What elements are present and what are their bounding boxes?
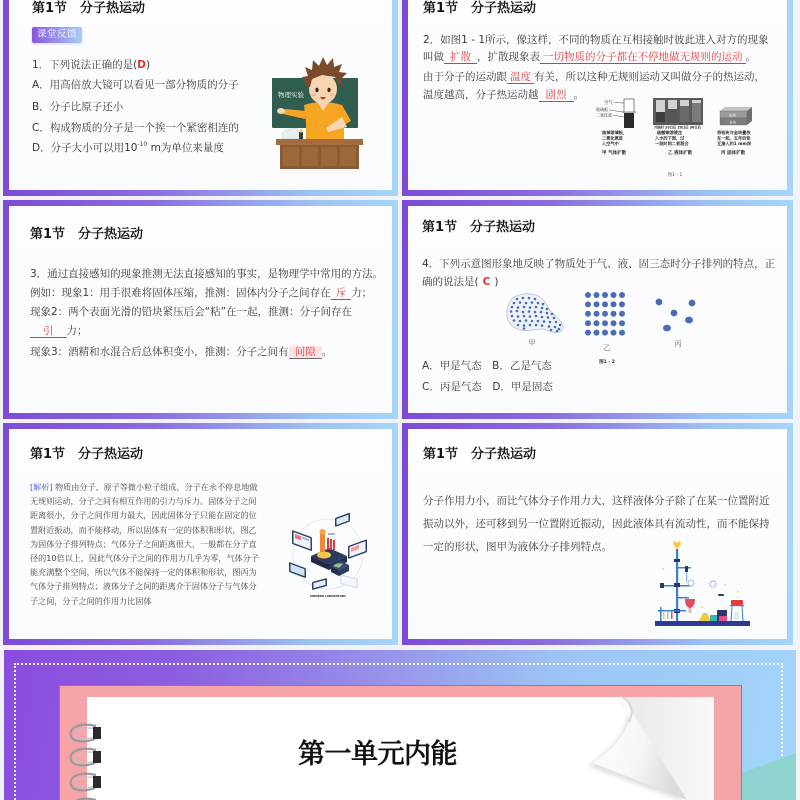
red-flask <box>685 599 695 608</box>
panel-label: 乙 液体扩散 <box>668 151 693 156</box>
test-tube <box>667 611 669 619</box>
slide-title: 第1节 分子热运动 <box>422 220 536 235</box>
figure-caption: 图1 - 1 <box>667 173 683 178</box>
paragraph-line: 能充满整个空间，所以气体不能保持一定的体积和形状，图丙为 <box>30 567 257 578</box>
lower-jar-no2 <box>624 113 634 128</box>
molecule-dot <box>671 310 678 317</box>
molecule-dot <box>535 306 538 309</box>
answer-blank: 一切物质的分子都在不停地做无规则的运动 <box>540 51 746 64</box>
molecule-dot <box>685 317 693 324</box>
option-d-unit: m为单位来量度 <box>147 142 224 154</box>
right-cheek <box>330 94 335 97</box>
text-segment: 力； <box>66 325 88 337</box>
question-close: ) <box>494 276 499 288</box>
molecule-dot <box>619 330 625 336</box>
paragraph-line: 距离很小，分子之间作用力最大，因此固体分子只能在固定的位 <box>30 510 257 521</box>
slide-3-inference <box>3 200 398 419</box>
molecule-dot <box>517 315 520 318</box>
answer-blank: 引 <box>30 325 67 338</box>
ring-wire-inner <box>76 728 96 739</box>
panel-label: 甲 气体扩散 <box>602 151 627 156</box>
molecule-dot <box>528 297 531 300</box>
modern-laboratory-illustration <box>283 510 373 602</box>
answer-blank: 斥 <box>331 287 352 300</box>
left-cheek <box>312 94 317 97</box>
paragraph-line <box>423 50 756 64</box>
callout-line <box>613 115 624 117</box>
molecule-dot <box>529 306 532 309</box>
teal-container <box>710 615 718 621</box>
molecule-dot <box>523 324 526 327</box>
molecule-dot <box>511 315 514 318</box>
slide-5-analysis <box>3 423 398 645</box>
molecule-dot <box>525 319 528 322</box>
chemistry-apparatus-illustration <box>655 537 750 630</box>
test-tube <box>330 539 332 550</box>
figure-caption: 图1 - 2 <box>599 360 615 365</box>
molecule-dot <box>531 320 534 323</box>
slide-7-unit-cover <box>4 650 796 800</box>
spiral-ring <box>71 749 101 766</box>
molecule-dot <box>522 311 525 314</box>
paragraph-line <box>30 345 332 359</box>
molecule-dot <box>523 327 526 330</box>
cylinder-solution <box>680 106 689 122</box>
molecule-dot <box>517 306 520 309</box>
molecule-dot <box>513 319 516 322</box>
paragraph-line: 无规则运动，分子之间有相互作用的引力与斥力。固体分子之间 <box>30 496 257 507</box>
panel-desc: 入水的下面，过 <box>655 135 685 141</box>
molecule-dot <box>611 301 617 307</box>
panel-desc: 硫酸铜溶液注 <box>657 130 683 135</box>
molecule-dot <box>546 308 549 311</box>
molecule-dot <box>548 325 551 328</box>
callout-no2: 二氧化氮 <box>596 112 612 118</box>
ring-hole <box>93 751 101 763</box>
molecule-dot <box>611 330 617 336</box>
test-tube <box>327 538 329 550</box>
analysis-paragraph <box>30 480 259 608</box>
bench-base <box>655 621 750 626</box>
molecule-dot <box>585 301 591 307</box>
molecule-dot <box>542 303 545 306</box>
desk-panel <box>283 147 299 166</box>
molecule-dot <box>585 311 591 317</box>
spiral-binding <box>4 650 796 800</box>
question-close: ) <box>146 59 151 71</box>
paragraph-line: 为固体分子排列特点；气体分子之间距离很大，一般都在分子直 <box>30 538 257 549</box>
molecule-dot <box>554 326 557 329</box>
molecule-dot <box>537 320 540 323</box>
gauge-icon <box>710 581 716 587</box>
text-segment: 例如：现象1：用手很难将固体压缩，推测：固体内分子之间存在 <box>30 287 331 299</box>
molecule-dot <box>523 306 526 309</box>
molecule-dot <box>549 321 552 324</box>
molecule-dot <box>558 328 561 331</box>
clamp <box>660 583 664 588</box>
callout-air: 空气 <box>604 101 613 106</box>
molecule-dot <box>529 315 532 318</box>
molecule-dot <box>525 302 528 305</box>
callout-line <box>614 103 624 104</box>
upper-jar <box>624 99 634 112</box>
panel-label: 丙 固体扩散 <box>721 151 746 156</box>
panel-desc: 在一起，五年后铅 <box>717 135 751 141</box>
cylinder-solution <box>692 103 701 122</box>
sparkle <box>737 591 739 593</box>
figure-1-2-molecule-arrangements <box>505 290 705 365</box>
panel-desc: 入空气中 <box>602 141 619 146</box>
block-label: 铅块 <box>729 113 736 118</box>
molecule-dot <box>537 302 540 305</box>
figure-1-1-diffusion <box>595 97 775 180</box>
text-segment: 叫做 <box>423 51 444 63</box>
molecule-dot <box>594 320 600 326</box>
spiral-ring <box>71 725 101 742</box>
sparkle <box>701 606 703 608</box>
ring-hole <box>93 727 101 739</box>
molecule-dot <box>663 325 671 332</box>
slide-title: 第1节 分子热运动 <box>32 1 146 16</box>
molecule-dot <box>619 320 625 326</box>
molecule-dot <box>523 315 526 318</box>
molecule-dot <box>611 320 617 326</box>
options-line: A．甲是气态 B．乙是气态 <box>422 360 552 372</box>
test-tube <box>333 540 335 550</box>
class-feedback-badge: 课堂反馈 <box>32 27 82 43</box>
slide-title: 第1节 分子热运动 <box>30 227 144 242</box>
desk-panel <box>340 147 356 166</box>
paragraph-line: 现象2：两个表面光滑的铅块紧压后会“粘”在一起，推测：分子间存在 <box>30 306 353 318</box>
molecule-dot <box>531 301 534 304</box>
molecule-dot <box>513 302 516 305</box>
molecule-dot <box>517 324 520 327</box>
photo-caption: 开始时 10日后 20日后 30日后 <box>654 125 701 130</box>
right-eye <box>327 88 330 92</box>
slide-6-liquid-molecules <box>402 423 793 645</box>
molecule-dot <box>553 317 556 320</box>
panel-desc: 互渗入约1 mm深 <box>717 141 752 146</box>
bottle <box>299 132 303 139</box>
molecule-dot <box>602 330 608 336</box>
paragraph-line <box>423 88 584 102</box>
molecule-dot <box>535 324 538 327</box>
question-line: 4．下列示意图形象地反映了物质处于气、液、固三态时分子排列的特点，正 <box>422 258 776 270</box>
molecule-dot <box>547 316 550 319</box>
flask-neck <box>689 608 692 613</box>
ring-hole <box>93 776 101 788</box>
question-text: 确的说法是( <box>422 276 479 288</box>
molecule-dot <box>511 306 514 309</box>
molecule-dot <box>510 310 513 313</box>
molecule-dot <box>519 320 522 323</box>
label-yi: 乙 <box>603 344 611 352</box>
text-segment: 。 <box>321 346 333 358</box>
question-line <box>32 58 150 72</box>
slide-title: 第1节 分子热运动 <box>423 1 537 16</box>
burner <box>735 613 738 619</box>
central-lab-platform <box>311 529 349 576</box>
illustration-caption: MODERN LABORATORY <box>310 594 346 598</box>
molecule-dot <box>534 311 537 314</box>
molecule-dot <box>529 324 532 327</box>
slide-1-quiz <box>3 0 398 196</box>
rack-leg <box>660 607 662 621</box>
paragraph-line <box>30 324 88 338</box>
molecule-dot <box>555 321 558 324</box>
ring-wire-inner <box>76 752 96 763</box>
desk-panel <box>321 147 337 166</box>
capsule <box>718 594 724 596</box>
molecule-dot <box>559 324 562 327</box>
paragraph-line: 一定的形状，图甲为液体分子排列特点。 <box>423 541 612 553</box>
option-a: A．用高倍放大镜可以看见一部分物质的分子 <box>32 79 239 91</box>
glass-plate <box>622 112 636 113</box>
question-line <box>422 275 498 289</box>
molecule-dot <box>611 311 617 317</box>
option-b: B．分子比原子还小 <box>32 101 124 113</box>
tablet-device <box>289 562 306 578</box>
molecule-dot <box>540 311 543 314</box>
teacher-illustration <box>272 55 367 170</box>
text-segment: 温度越高，分子热运动越 <box>423 89 539 101</box>
molecule-dot <box>551 313 554 316</box>
molecule-dot <box>594 292 600 298</box>
test-tube <box>671 611 673 619</box>
gas-molecules-bing <box>656 299 696 332</box>
answer-letter: D <box>137 59 146 71</box>
block-label: 金块 <box>729 120 736 125</box>
paragraph-line: 置附近振动，而不能移动，所以固体有一定的体积和形状，图乙 <box>30 524 257 535</box>
glass-tube <box>686 572 687 582</box>
options-line: C．丙是气态 D．甲是固态 <box>422 381 553 393</box>
cylinder-solution <box>656 112 665 122</box>
text-segment: 有关，所以这种无规则运动又叫做分子的热运动， <box>534 71 765 83</box>
answer-blank: 间隙 <box>289 346 322 359</box>
text-segment: 。 <box>745 51 756 63</box>
paragraph-line: 3．通过直接感知的现象推测无法直接感知的事实，是物理学中常用的方法。 <box>30 268 384 280</box>
red-beaker <box>731 600 743 605</box>
molecule-dot <box>602 301 608 307</box>
paragraph-line <box>30 480 259 494</box>
analysis-tag: [解析] <box>30 482 53 492</box>
option-c: C．构成物质的分子是一个挨一个紧密相连的 <box>32 122 239 134</box>
lab-equipment <box>282 129 303 140</box>
paragraph-line: 气体分子排列特点；液体分子之间的距离介于固体分子与气体分 <box>30 581 257 592</box>
paragraph-line <box>30 286 372 300</box>
left-eye <box>315 88 318 92</box>
panel-liquid-diffusion <box>653 98 703 156</box>
desk-top <box>276 139 363 145</box>
clamp <box>674 559 680 562</box>
callout-glass-plate: 玻璃板 <box>596 107 608 112</box>
solid-molecules-yi <box>585 292 625 336</box>
tube-rack <box>328 533 335 535</box>
option-d-exponent: -10 <box>137 141 148 148</box>
text-segment: 物质由分子、原子等微小粒子组成，分子在永不停息地做 <box>52 482 258 492</box>
molecule-dot <box>594 330 600 336</box>
molecule-dot <box>602 311 608 317</box>
bottle-cap <box>299 129 302 132</box>
option-d <box>32 141 224 155</box>
yellow-flask <box>699 613 711 621</box>
molecule-dot <box>602 292 608 298</box>
sparkle <box>662 568 664 570</box>
molecule-dot <box>556 330 559 333</box>
answer-blank: 剧烈 <box>539 89 574 102</box>
text-segment: ，扩散现象表 <box>477 51 540 63</box>
laptop-device <box>348 539 367 559</box>
text-segment: 。 <box>573 89 584 101</box>
paragraph-line: 分子作用力小，而比气体分子作用力大，这样液体分子除了在某一位置附近 <box>423 495 770 507</box>
molecule-dot <box>602 320 608 326</box>
paragraph-line: 2．如图1 - 1所示，像这样，不同的物质在互相接触时彼此进入对方的现象 <box>423 34 769 46</box>
molecule-dot <box>585 320 591 326</box>
molecule-dot <box>619 311 625 317</box>
molecule-dot <box>619 292 625 298</box>
test-tube <box>663 611 665 619</box>
option-d-text: D．分子大小可以用10 <box>32 142 138 154</box>
slide-4-states-of-matter <box>402 200 793 419</box>
chalkboard-text: 物理实验 <box>278 91 304 99</box>
tripod-leg <box>731 606 732 621</box>
unit-title: 第一单元内能 <box>298 739 457 770</box>
molecule-dot <box>611 292 617 298</box>
slide-title: 第1节 分子热运动 <box>30 447 144 462</box>
paragraph-line: 振动以外，还可移到另一位置附近振动，因此液体具有流动性，而不能保持 <box>423 518 770 530</box>
paragraph-line: 子之间，分子之间的作用力比固体 <box>30 595 152 606</box>
clamp <box>685 566 688 572</box>
molecule-dot <box>534 298 537 301</box>
cylinder-solution <box>668 109 677 122</box>
molecule-dot <box>656 299 663 306</box>
yellow-disk <box>317 552 331 559</box>
molecule-dot <box>619 301 625 307</box>
paragraph-line <box>423 70 765 84</box>
paragraph-line: 径的10倍以上，因此气体分子之间的作用力几乎为零，气体分子 <box>30 553 259 564</box>
sparkle <box>724 584 726 586</box>
orange-column <box>320 534 325 552</box>
pink-dish <box>719 616 727 621</box>
molecule-dot <box>546 312 549 315</box>
block-top-face <box>720 107 752 111</box>
molecule-dot <box>689 300 696 307</box>
monitor-device <box>292 530 312 551</box>
spiral-ring <box>71 774 101 791</box>
liquid-molecules-jia <box>507 294 563 333</box>
molecule-dot <box>543 320 546 323</box>
slide-2-diffusion <box>402 0 793 196</box>
panel-solid-diffusion <box>717 107 752 156</box>
answer-blank: 温度 <box>507 71 534 84</box>
clamp <box>674 583 680 587</box>
text-segment: 力； <box>351 287 373 299</box>
molecule-dot <box>535 315 538 318</box>
orange-top <box>320 529 326 535</box>
molecule-dot <box>594 311 600 317</box>
stand-arm <box>677 567 691 569</box>
tripod-leg <box>742 606 743 621</box>
answer-letter: C <box>482 276 491 288</box>
molecule-dot <box>585 330 591 336</box>
panel-gas-diffusion <box>596 99 636 156</box>
text-segment: 由于分子的运动跟 <box>423 71 507 83</box>
panel-desc: 一段时间二者混合 <box>655 141 689 146</box>
label-bing: 丙 <box>674 340 682 348</box>
question-text: 1．下列说法正确的是( <box>32 59 138 71</box>
lecture-desk <box>276 139 363 169</box>
slide-title: 第1节 分子热运动 <box>423 447 537 462</box>
label-jia: 甲 <box>528 339 536 347</box>
molecule-dot <box>541 324 544 327</box>
desk-panel <box>302 147 318 166</box>
molecule-dot <box>541 316 544 319</box>
molecule-dot <box>550 329 553 332</box>
molecule-dot <box>585 292 591 298</box>
ring-wire-inner <box>76 777 96 788</box>
panel-desc: 抽掉玻璃板， <box>602 130 628 135</box>
panel-desc: 将铅块与金块叠放 <box>717 130 751 135</box>
molecule-dot <box>594 301 600 307</box>
panel-desc: 二氧化氮进 <box>602 135 623 141</box>
molecule-dot <box>522 297 525 300</box>
molecule-dot <box>541 307 544 310</box>
molecule-dot <box>519 301 522 304</box>
flame-icon <box>673 541 681 549</box>
molecule-dot <box>516 298 519 301</box>
text-segment: 现象3：酒精和水混合后总体积变小，推测：分子之间有 <box>30 346 289 358</box>
stand-arm <box>677 597 689 599</box>
gauge-icon <box>688 580 694 586</box>
molecule-dot <box>528 310 531 313</box>
pointing-hand <box>277 108 285 114</box>
molecule-dot <box>516 310 519 313</box>
answer-blank: 扩散 <box>444 51 477 64</box>
